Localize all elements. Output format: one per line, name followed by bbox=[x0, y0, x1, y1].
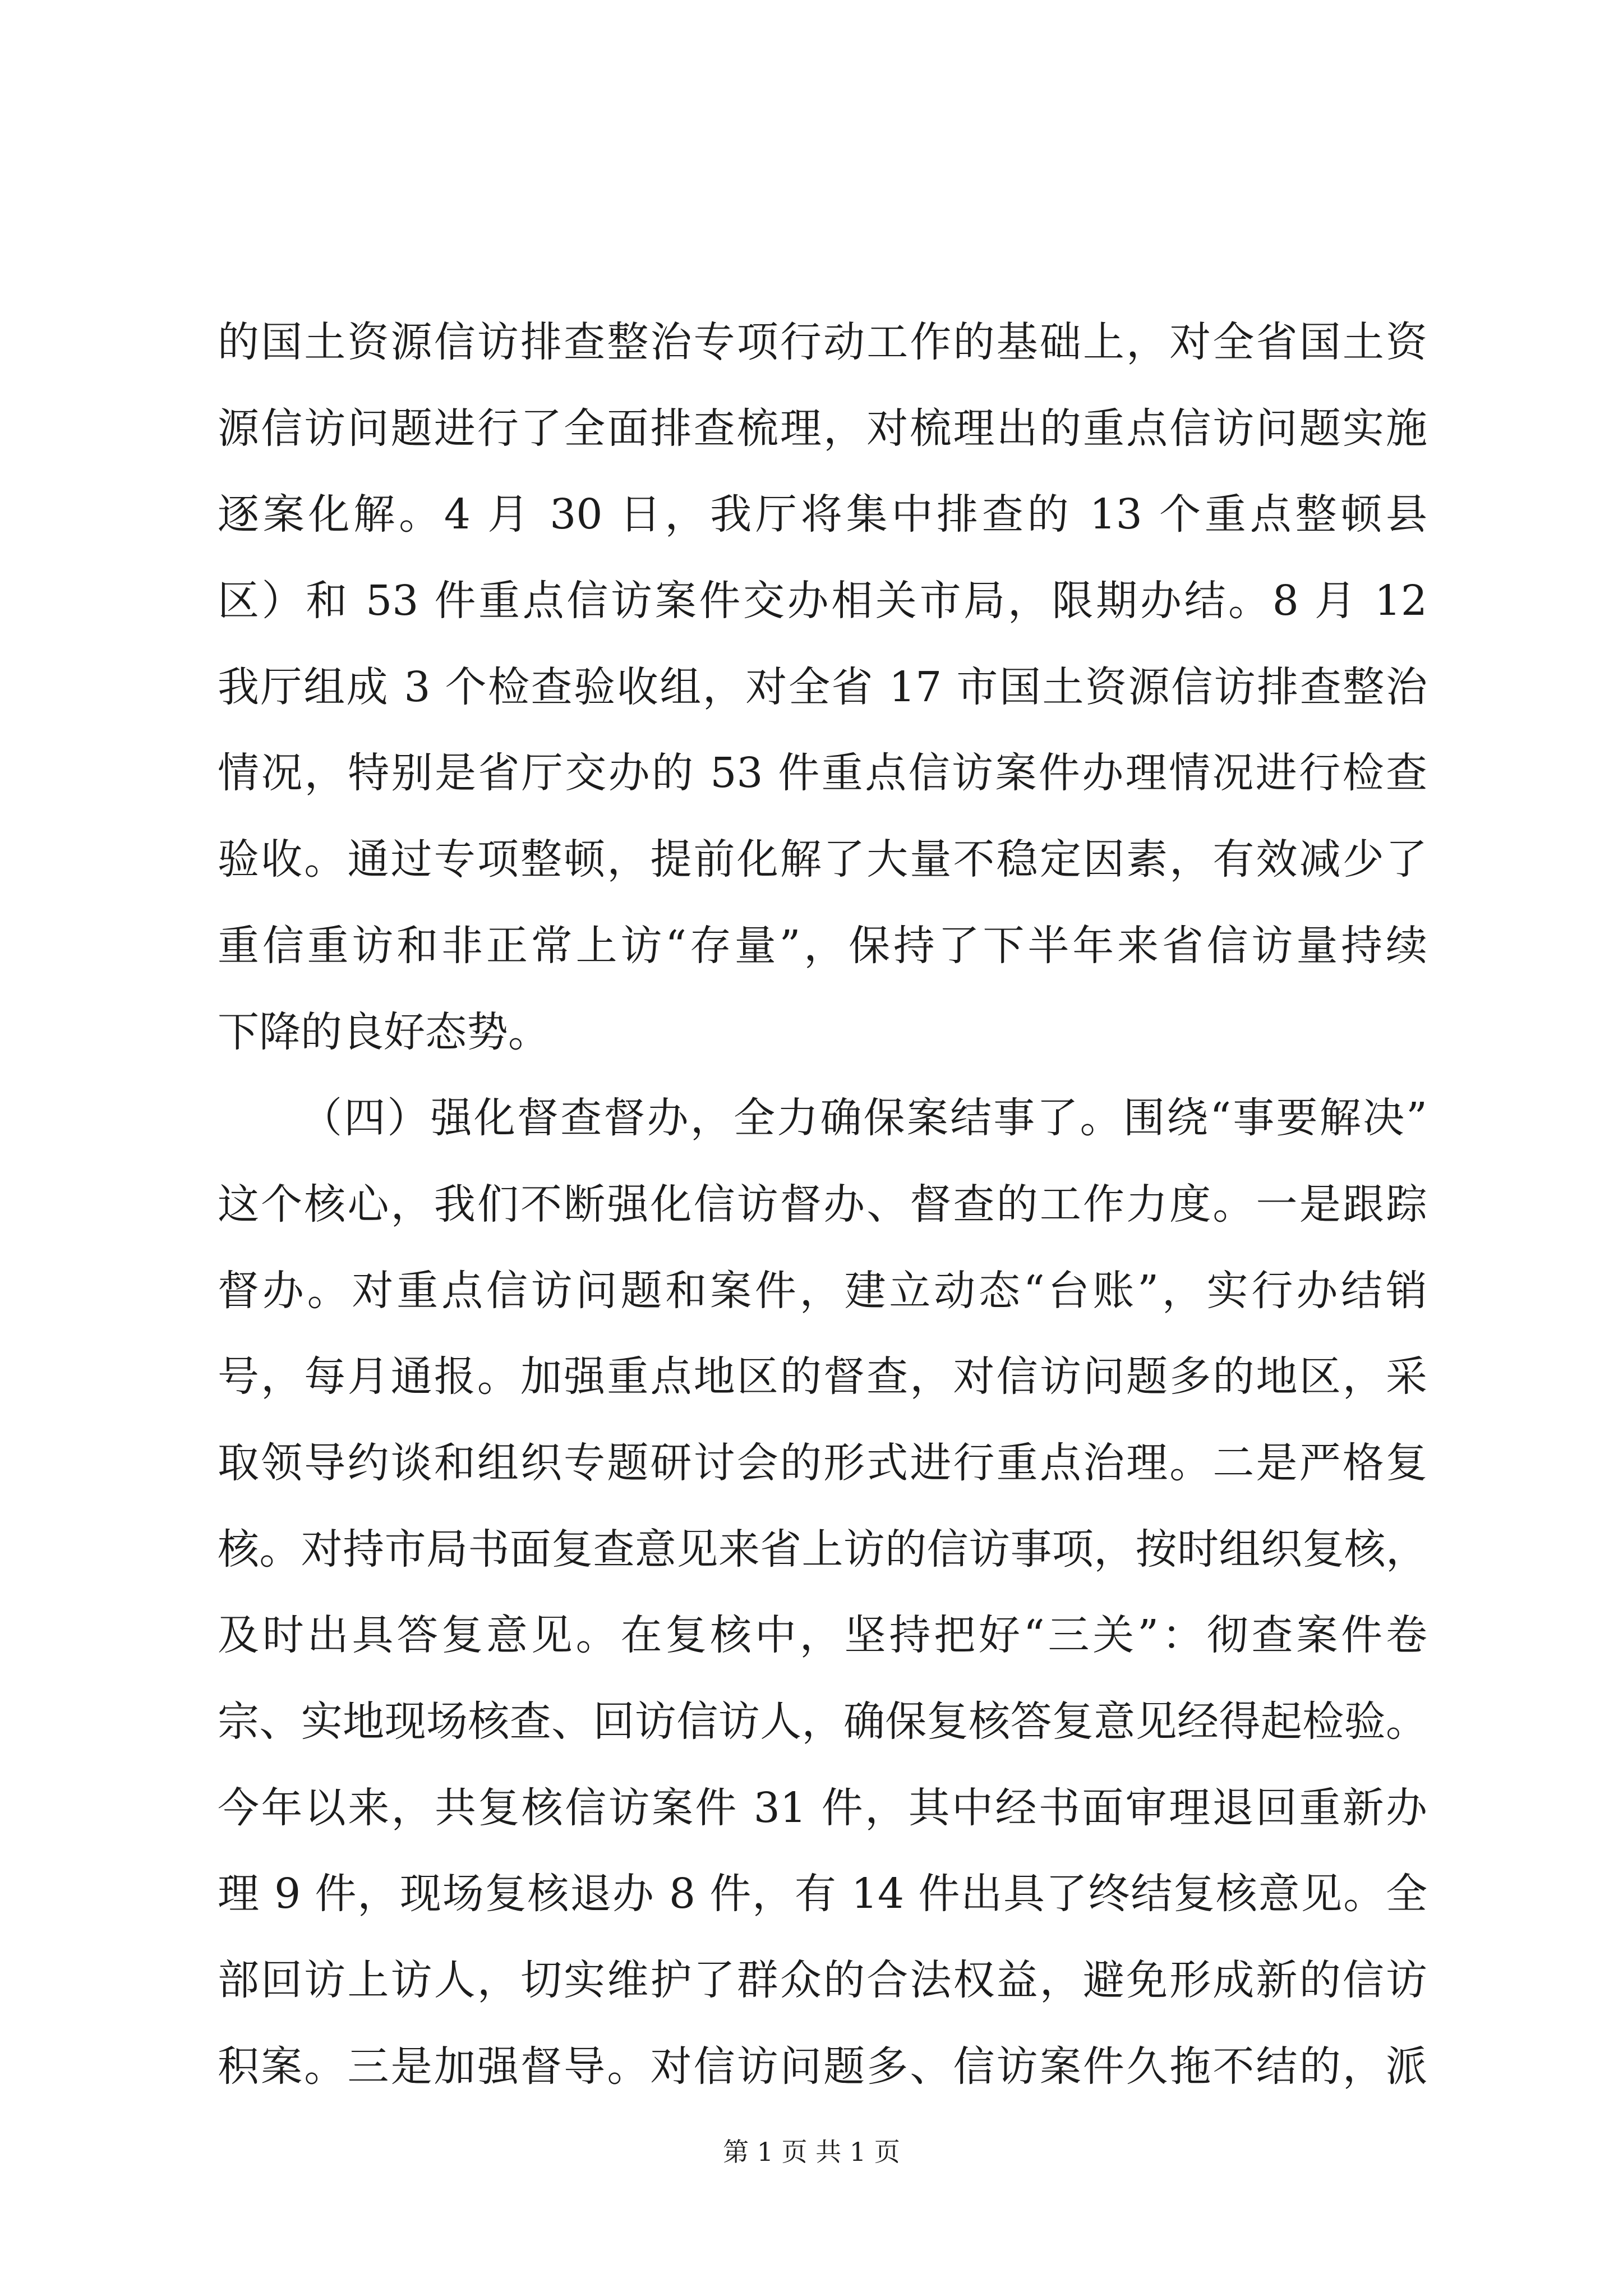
text-line: 的国土资源信访排查整治专项行动工作的基础上，对全省国土资 bbox=[218, 318, 1427, 366]
text-line: 重信重访和非正常上访“存量”，保持了下半年来省信访量持续 bbox=[218, 921, 1427, 970]
page-number-footer: 第 1 页 共 1 页 bbox=[723, 2137, 900, 2167]
text-line: 积案。三是加强督导。对信访问题多、信访案件久拖不结的，派 bbox=[218, 2042, 1427, 2091]
text-line: 督办。对重点信访问题和案件，建立动态“台账”，实行办结销 bbox=[218, 1266, 1427, 1315]
text-line: 区）和 53 件重点信访案件交办相关市局，限期办结。8 月 12 bbox=[218, 577, 1427, 625]
text-line: 今年以来，共复核信访案件 31 件，其中经书面审理退回重新办 bbox=[218, 1783, 1427, 1832]
text-line: 这个核心，我们不断强化信访督办、督查的工作力度。一是跟踪 bbox=[218, 1180, 1427, 1228]
text-line: 及时出具答复意见。在复核中，坚持把好“三关”：彻查案件卷 bbox=[218, 1611, 1427, 1660]
text-line: 号，每月通报。加强重点地区的督查，对信访问题多的地区，采 bbox=[218, 1352, 1427, 1401]
text-line: 情况，特别是省厅交办的 53 件重点信访案件办理情况进行检查 bbox=[218, 749, 1427, 798]
text-line: 宗、实地现场核查、回访信访人，确保复核答复意见经得起检验。 bbox=[218, 1697, 1427, 1746]
paragraph-last-line: 下降的良好态势。 bbox=[218, 1007, 550, 1056]
text-line: 部回访上访人，切实维护了群众的合法权益，避免形成新的信访 bbox=[218, 1956, 1427, 2005]
text-line: 核。对持市局书面复查意见来省上访的信访事项，按时组织复核， bbox=[218, 1525, 1427, 1573]
text-line: 源信访问题进行了全面排查梳理，对梳理出的重点信访问题实施 bbox=[218, 404, 1427, 453]
section-heading-line: （四）强化督查督办，全力确保案结事了。围绕“事要解决” bbox=[301, 1094, 1427, 1143]
text-line: 逐案化解。4 月 30 日，我厅将集中排查的 13 个重点整顿县 bbox=[218, 490, 1427, 539]
text-line: 验收。通过专项整顿，提前化解了大量不稳定因素，有效减少了 bbox=[218, 835, 1427, 884]
text-line: 理 9 件，现场复核退办 8 件，有 14 件出具了终结复核意见。全 bbox=[218, 1870, 1427, 1918]
text-line: 取领导约谈和组织专题研讨会的形式进行重点治理。二是严格复 bbox=[218, 1438, 1427, 1487]
body-text bbox=[218, 300, 1427, 2110]
text-line: 我厅组成 3 个检查验收组，对全省 17 市国土资源信访排查整治 bbox=[218, 662, 1427, 711]
